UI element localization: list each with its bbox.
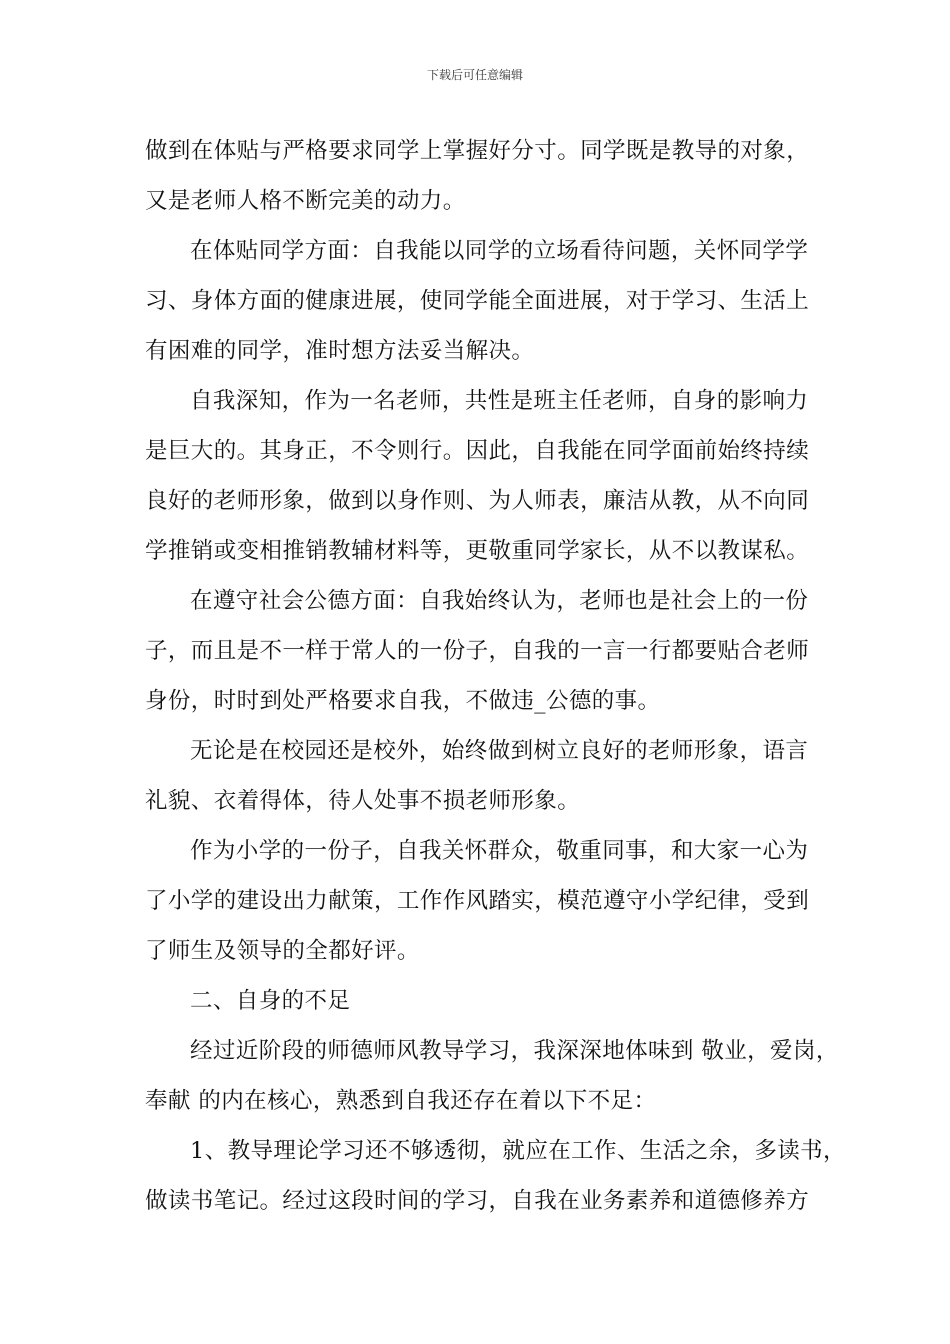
text-line: 二、自身的不足 xyxy=(190,988,351,1014)
text-line: 子，而且是不一样于常人的一份子，自我的一言一行都要贴合老师 xyxy=(145,638,810,664)
text-line: 是巨大的。其身正，不令则行。因此，自我能在同学面前始终持续 xyxy=(145,438,810,464)
text-line: 又是老师人格不断完美的动力。 xyxy=(145,188,466,214)
text-line: 自我深知，作为一名老师，共性是班主任老师，自身的影响力 xyxy=(190,388,809,414)
text-line: 良好的老师形象，做到以身作则、为人师表，廉洁从教，从不向同 xyxy=(145,488,810,514)
text-line: 经过近阶段的师德师风教导学习，我深深地体味到 敬业，爱岗， xyxy=(190,1038,839,1064)
text-line: 作为小学的一份子，自我关怀群众，敬重同事，和大家一心为 xyxy=(190,838,809,864)
text-line: 做到在体贴与严格要求同学上掌握好分寸。同学既是教导的对象， xyxy=(145,138,810,164)
text-line: 在体贴同学方面：自我能以同学的立场看待问题，关怀同学学 xyxy=(190,238,809,264)
text-line: 在遵守社会公德方面：自我始终认为，老师也是社会上的一份 xyxy=(190,588,809,614)
page-header: 下载后可任意编辑 xyxy=(426,68,523,82)
text-line: 礼貌、衣着得体，待人处事不损老师形象。 xyxy=(145,788,581,814)
text-line: 有困难的同学，准时想方法妥当解决。 xyxy=(145,338,535,364)
text-line: 习、身体方面的健康进展，使同学能全面进展，对于学习、生活上 xyxy=(145,288,810,314)
text-line: 身份，时时到处严格要求自我，不做违_公德的事。 xyxy=(145,688,661,714)
text-line: 了小学的建设出力献策，工作作风踏实，模范遵守小学纪律，受到 xyxy=(145,888,810,914)
text-line: 1、教导理论学习还不够透彻，就应在工作、生活之余，多读书， xyxy=(190,1138,846,1164)
text-line: 做读书笔记。经过这段时间的学习，自我在业务素养和道德修养方 xyxy=(145,1188,810,1214)
text-line: 学推销或变相推销教辅材料等，更敬重同学家长，从不以教谋私。 xyxy=(145,538,810,564)
text-line: 奉献 的内在核心，熟悉到自我还存在着以下不足： xyxy=(145,1088,657,1114)
text-line: 无论是在校园还是校外，始终做到树立良好的老师形象，语言 xyxy=(190,738,809,764)
text-line: 了师生及领导的全都好评。 xyxy=(145,938,420,964)
document-body xyxy=(145,126,846,1226)
